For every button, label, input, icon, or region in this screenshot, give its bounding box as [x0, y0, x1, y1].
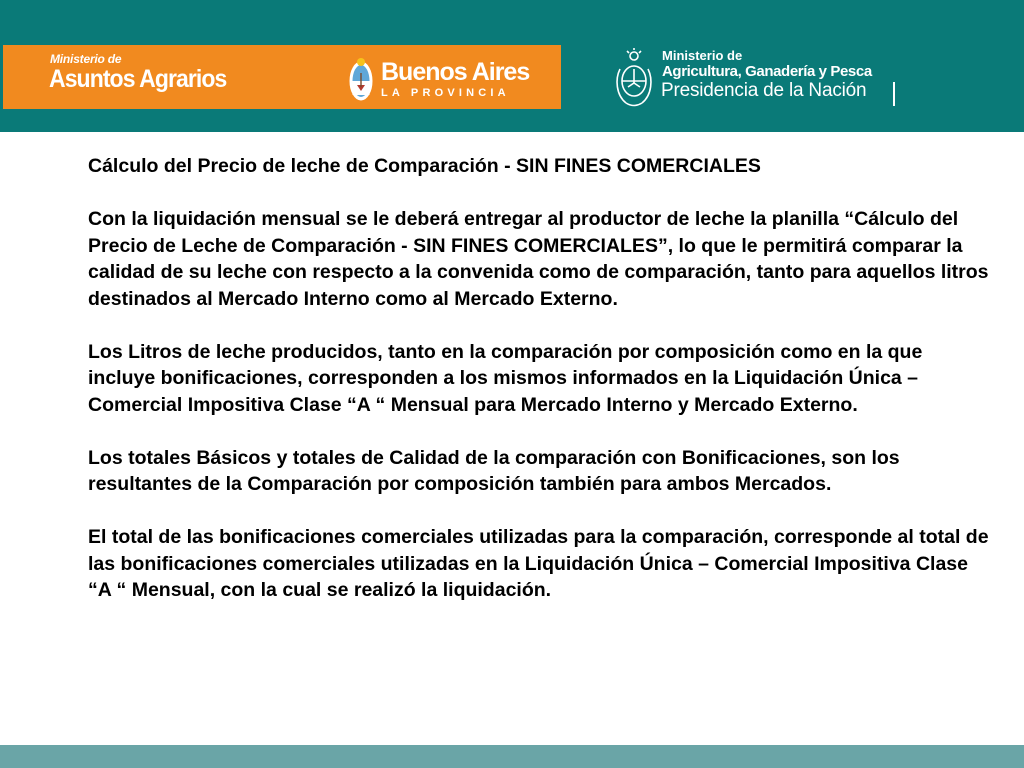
slide-title: Cálculo del Precio de leche de Comparación - SIN FINES COMERCIALES [88, 155, 761, 177]
national-coat-of-arms-icon [614, 47, 654, 109]
paragraph-liquidacion: Con la liquidación mensual se le deberá entregar al productor de leche la planilla “Cálculo del Precio de Leche de Comparación - SIN FINES COMERCIALES”, lo que le permitirá comparar la calidad de su leche con respecto a la convenida como de comparación, tanto para aquellos litros destinados al Mercado Interno como al Mercado Externo. [88, 208, 989, 310]
national-ministry-area: Agricultura, Ganadería y Pesca [662, 63, 872, 80]
footer-band [0, 745, 1024, 768]
provincial-banner [3, 45, 561, 109]
paragraph-bonificaciones: El total de las bonificaciones comerciales utilizadas para la comparación, corresponde al total de las bonificaciones comerciales utilizadas en la Liquidación Única – Comercial Impositiva Clase “A “ Mensual, con la cual se realizó la liquidación. [88, 526, 989, 601]
asuntos-agrarios-ministerio-label: Ministerio de [50, 52, 122, 66]
presidencia-label: Presidencia de la Nación [661, 80, 867, 101]
national-ministerio-label: Ministerio de [662, 48, 743, 63]
asuntos-agrarios-logo-text: Asuntos Agrarios [49, 65, 227, 93]
buenos-aires-logo-text: Buenos Aires [381, 58, 530, 86]
buenos-aires-shield-icon [348, 55, 374, 103]
paragraph-litros: Los Litros de leche producidos, tanto en la comparación por composición como en la que incluye bonificaciones, corresponden a los mismos informados en la Liquidación Única – Comercial Impositiva Clase “A “ Mensual para Mercado Interno y Mercado Externo. [88, 340, 923, 416]
header-band [0, 0, 1024, 132]
logo-divider [893, 82, 895, 106]
la-provincia-label: LA PROVINCIA [381, 87, 510, 99]
slide-body [88, 153, 993, 630]
paragraph-totales: Los totales Básicos y totales de Calidad de la comparación con Bonificaciones, son los resultantes de la Comparación por composición también para ambos Mercados. [88, 446, 900, 495]
